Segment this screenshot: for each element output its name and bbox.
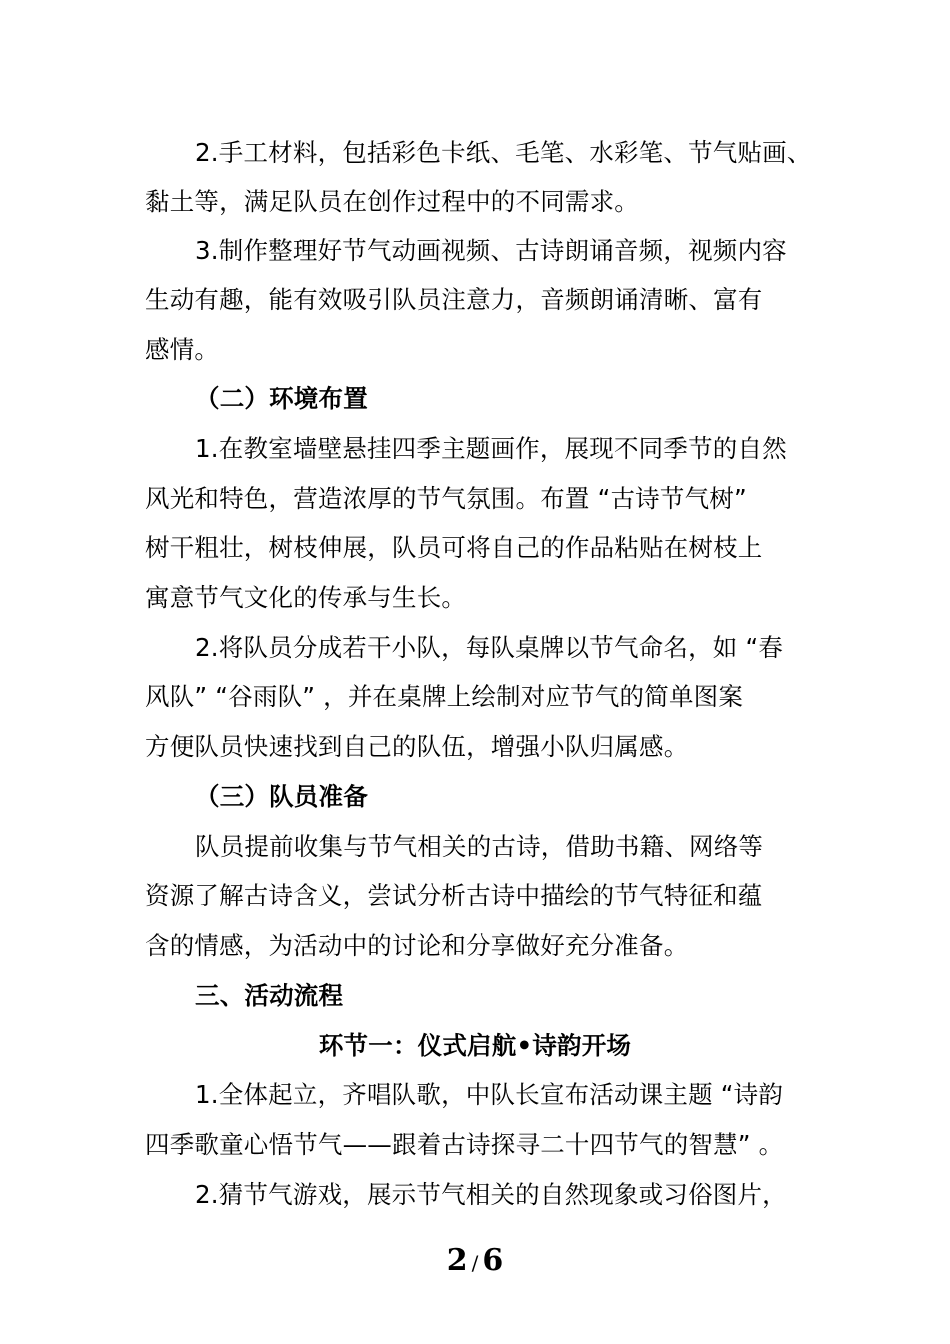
paragraph-line: 1.在教室墙壁悬挂四季主题画作，展现不同季节的自然 xyxy=(195,434,787,463)
page-separator: / xyxy=(471,1251,479,1275)
paragraph-line: 队员提前收集与节气相关的古诗，借助书籍、网络等 xyxy=(195,832,764,861)
chapter-heading: 三、活动流程 xyxy=(195,981,344,1010)
total-pages-number: 6 xyxy=(482,1243,504,1278)
paragraph-line: 资源了解古诗含义，尝试分析古诗中描绘的节气特征和蕴 xyxy=(145,881,763,910)
paragraph-line: 2.猜节气游戏，展示节气相关的自然现象或习俗图片， xyxy=(195,1180,787,1209)
paragraph-line: 3.制作整理好节气动画视频、古诗朗诵音频，视频内容 xyxy=(195,236,787,265)
section-heading: （二）环境布置 xyxy=(195,384,368,413)
paragraph-line: 黏土等，满足队员在创作过程中的不同需求。 xyxy=(145,187,639,216)
paragraph-line: 感情。 xyxy=(145,335,220,364)
paragraph-line: 树干粗壮，树枝伸展，队员可将自己的作品粘贴在树枝上 xyxy=(145,533,763,562)
paragraph-line: 风光和特色，营造浓厚的节气氛围。布置 “古诗节气树” xyxy=(145,484,747,513)
section-heading: （三）队员准备 xyxy=(195,782,368,811)
subsection-heading: 环节一：仪式启航•诗韵开场 xyxy=(318,1031,632,1060)
paragraph-line: 含的情感，为活动中的讨论和分享做好充分准备。 xyxy=(145,931,689,960)
page-number xyxy=(0,1243,950,1278)
paragraph-line: 2.手工材料，包括彩色卡纸、毛笔、水彩笔、节气贴画、 xyxy=(195,138,812,167)
paragraph-line: 1.全体起立，齐唱队歌，中队长宣布活动课主题 “诗韵 xyxy=(195,1080,784,1109)
paragraph-line: 生动有趣，能有效吸引队员注意力，音频朗诵清晰、富有 xyxy=(145,285,763,314)
paragraph-line: 2.将队员分成若干小队，每队桌牌以节气命名，如 “春 xyxy=(195,633,784,662)
paragraph-line: 方便队员快速找到自己的队伍，增强小队归属感。 xyxy=(145,732,689,761)
paragraph-line: 寓意节气文化的传承与生长。 xyxy=(145,583,467,612)
paragraph-line: 四季歌童心悟节气——跟着古诗探寻二十四节气的智慧” 。 xyxy=(145,1130,784,1159)
paragraph-line: 风队” “谷雨队” ，并在桌牌上绘制对应节气的简单图案 xyxy=(145,682,744,711)
current-page-number: 2 xyxy=(446,1243,468,1278)
